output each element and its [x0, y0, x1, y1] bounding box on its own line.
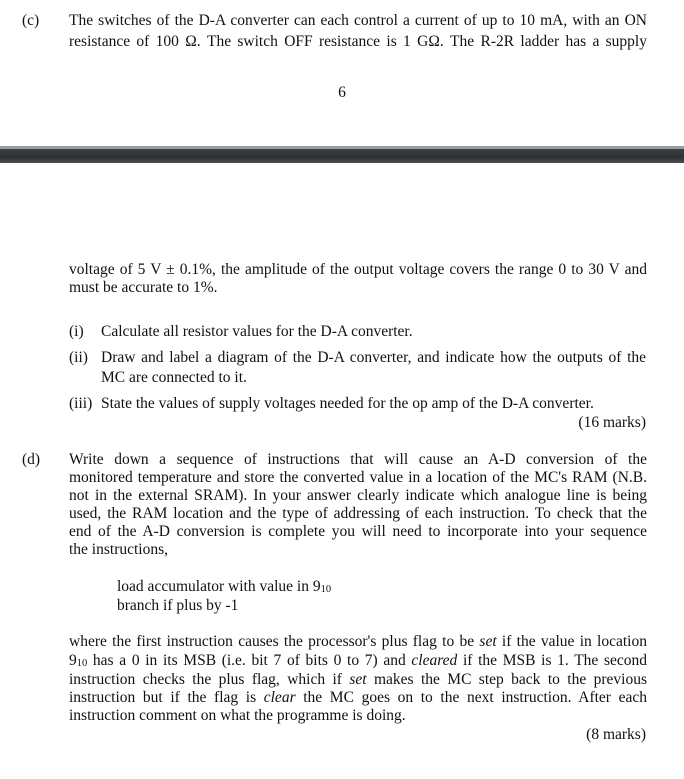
instruction-load	[117, 578, 331, 596]
item-i-number: (i)	[69, 323, 84, 340]
p2-l2-sub: 10	[76, 658, 88, 669]
part-d-para2-line-3	[69, 671, 647, 689]
p2-l1-a: where the first instruction causes the processor's plus flag to be	[69, 633, 480, 650]
page-break-bar	[0, 149, 684, 163]
instruction-branch: branch if plus by -1	[117, 597, 239, 614]
part-d-para2-line-4	[69, 689, 647, 707]
p2-l1-b: if the value in location	[496, 633, 647, 650]
instruction-load-base: 10	[320, 584, 332, 595]
part-c-line-2: resistance of 100 Ω. The switch OFF resistance is 1 GΩ. The R-2R ladder has a supply	[69, 33, 647, 50]
item-iii-text: State the values of supply voltages needed for the op amp of the D-A converter.	[101, 395, 594, 412]
part-c-label: (c)	[22, 12, 40, 29]
part-c-cont-line-2: must be accurate to 1%.	[69, 279, 218, 296]
part-d-line-3: not in the external SRAM). In your answer clearly indicate which analogue line is being	[69, 487, 647, 504]
part-d-line-6: the instructions,	[69, 541, 169, 558]
p2-l2-c: if the MSB is 1. The second	[457, 652, 648, 669]
p2-l3-a: instruction checks the plus flag, which if	[69, 671, 350, 688]
p2-l2-em: cleared	[411, 652, 458, 669]
part-d-marks: (8 marks)	[586, 726, 646, 743]
part-d-label: (d)	[22, 451, 41, 468]
item-i-text: Calculate all resistor values for the D-A converter.	[101, 323, 413, 340]
item-ii-number: (ii)	[69, 349, 88, 366]
part-d-line-5: end of the A-D conversion is complete you will need to incorporate into your sequence	[69, 523, 647, 540]
item-ii-text-2: MC are connected to it.	[101, 369, 247, 386]
p2-l3-em: set	[349, 671, 367, 688]
part-d-para2-line-5: instruction comment on what the programme is doing.	[69, 707, 406, 724]
part-d-para2-line-1	[69, 633, 647, 651]
part-d-line-2: monitored temperature and store the converted value in a location of the MC's RAM (N.B.	[69, 469, 647, 486]
item-iii-number: (iii)	[69, 395, 93, 412]
instruction-load-text: load accumulator with value in 9	[117, 578, 321, 595]
p2-l3-b: makes the MC step back to the previous	[366, 671, 647, 688]
part-d-line-1: Write down a sequence of instructions that will cause an A-D conversion of the	[69, 451, 647, 468]
part-d-para2-line-2	[69, 652, 647, 670]
page-number: 6	[338, 84, 346, 101]
part-c-cont-line-1: voltage of 5 V ± 0.1%, the amplitude of the output voltage covers the range 0 to 30 V and	[69, 261, 647, 278]
part-c-line-1: The switches of the D-A converter can each control a current of up to 10 mA, with an ON	[69, 12, 647, 29]
p2-l2-a: 9	[69, 652, 77, 669]
part-d-line-4: used, the RAM location and the type of addressing of each instruction. To check that the	[69, 505, 647, 522]
p2-l2-b: has a 0 in its MSB (i.e. bit 7 of bits 0 to 7) and	[87, 652, 412, 669]
p2-l4-a: instruction but if the flag is	[69, 689, 264, 706]
p2-l4-b: the MC goes on to the next instruction. After each	[295, 689, 647, 706]
p2-l1-em: set	[479, 633, 497, 650]
p2-l4-em: clear	[263, 689, 296, 706]
part-c-marks: (16 marks)	[578, 414, 646, 431]
item-ii-text-1: Draw and label a diagram of the D-A converter, and indicate how the outputs of the	[101, 349, 646, 366]
